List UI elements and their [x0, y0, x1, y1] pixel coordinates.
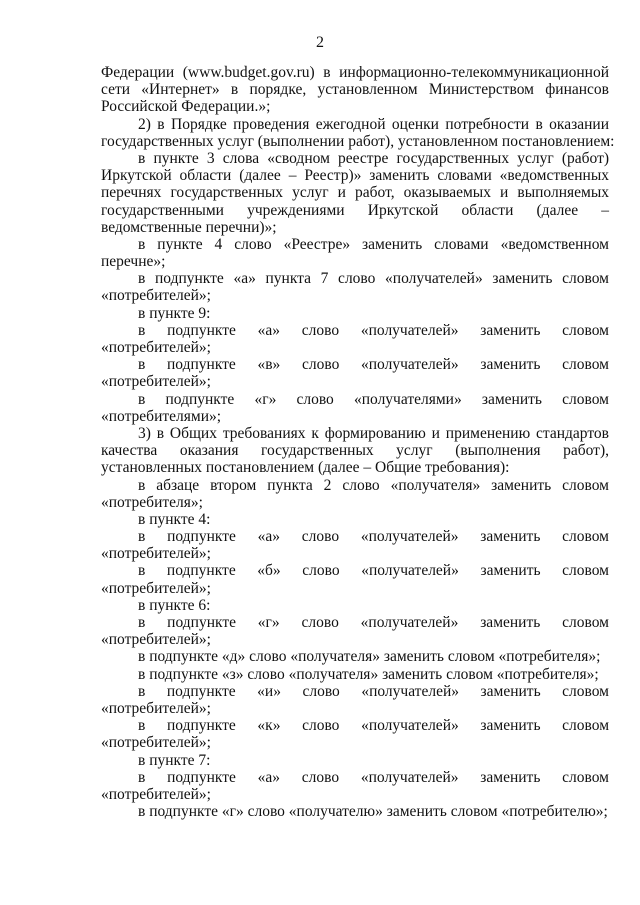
text-line: «потребителей»;: [101, 631, 211, 649]
text-line: в пункте 4:: [138, 510, 211, 528]
text-line: в подпункте «г» слово «получателями» заменить словом: [138, 390, 609, 408]
text-line: 2) в Порядке проведения ежегодной оценки потребности в оказании: [138, 115, 609, 133]
text-line: «потребителей»;: [101, 339, 211, 356]
text-line: перечне»;: [101, 253, 166, 271]
text-line: государственными учреждениями Иркутской области (далее –: [101, 201, 609, 219]
text-line: в подпункте «г» слово «получателей» заменить словом: [138, 614, 609, 631]
text-line: сети «Интернет» в порядке, установленном Министерством финансов: [101, 81, 609, 99]
document-body: [101, 64, 615, 821]
text-line: в подпункте «г» слово «получателю» заменить словом «потребителю»;: [138, 803, 608, 821]
text-line: в абзаце втором пункта 2 слово «получателя» заменить словом: [138, 476, 609, 494]
text-line: в подпункте «з» слово «получателя» заменить словом «потребителя»;: [138, 665, 599, 683]
text-line: государственных услуг (выполнении работ), установленном постановлением:: [101, 132, 615, 150]
text-line: в подпункте «а» слово «получателей» заменить словом: [138, 528, 609, 546]
text-line: в пункте 4 слово «Реестре» заменить словами «ведомственном: [138, 235, 609, 253]
text-line: Российской Федерации.»;: [101, 98, 271, 116]
text-line: «потребителей»;: [101, 373, 211, 391]
text-line: качества оказания государственных услуг (выполнения работ),: [101, 442, 609, 460]
text-line: «потребителей»;: [101, 545, 211, 563]
text-line: в подпункте «б» слово «получателей» заменить словом: [138, 562, 609, 580]
text-line: Иркутской области (далее – Реестр)» заменить словами «ведомственных: [101, 167, 609, 185]
text-line: Федерации (www.budget.gov.ru) в информационно-телекоммуникационной: [101, 64, 609, 81]
text-line: «потребителей»;: [101, 287, 211, 305]
page-number: 2: [316, 34, 324, 51]
text-line: «потребителями»;: [101, 407, 222, 425]
text-line: установленных постановлением (далее – Общие требования):: [101, 459, 510, 477]
text-line: в подпункте «д» слово «получателя» заменить словом «потребителя»;: [138, 648, 601, 666]
text-line: в пункте 6:: [138, 596, 211, 614]
text-line: «потребителя»;: [101, 493, 203, 511]
text-line: в пункте 3 слова «сводном реестре государственных услуг (работ): [138, 149, 609, 167]
text-line: в подпункте «а» слово «получателей» заменить словом: [138, 321, 609, 339]
text-line: «потребителей»;: [101, 699, 211, 717]
text-line: в подпункте «к» слово «получателей» заменить словом: [138, 717, 609, 735]
text-line: «потребителей»;: [101, 785, 211, 803]
text-line: в пункте 9:: [138, 304, 211, 322]
text-line: перечнях государственных услуг и работ, оказываемых и выполняемых: [101, 184, 609, 202]
text-line: «потребителей»;: [101, 579, 211, 597]
text-line: в пункте 7:: [138, 751, 211, 769]
text-line: 3) в Общих требованиях к формированию и применению стандартов: [138, 424, 609, 442]
text-line: в подпункте «в» слово «получателей» заменить словом: [138, 356, 609, 374]
text-line: в подпункте «а» слово «получателей» заменить словом: [138, 768, 609, 786]
text-line: в подпункте «и» слово «получателей» заменить словом: [138, 682, 609, 700]
text-line: «потребителей»;: [101, 734, 211, 752]
text-line: ведомственные перечни)»;: [101, 218, 277, 236]
text-line: в подпункте «а» пункта 7 слово «получателей» заменить словом: [138, 270, 609, 288]
